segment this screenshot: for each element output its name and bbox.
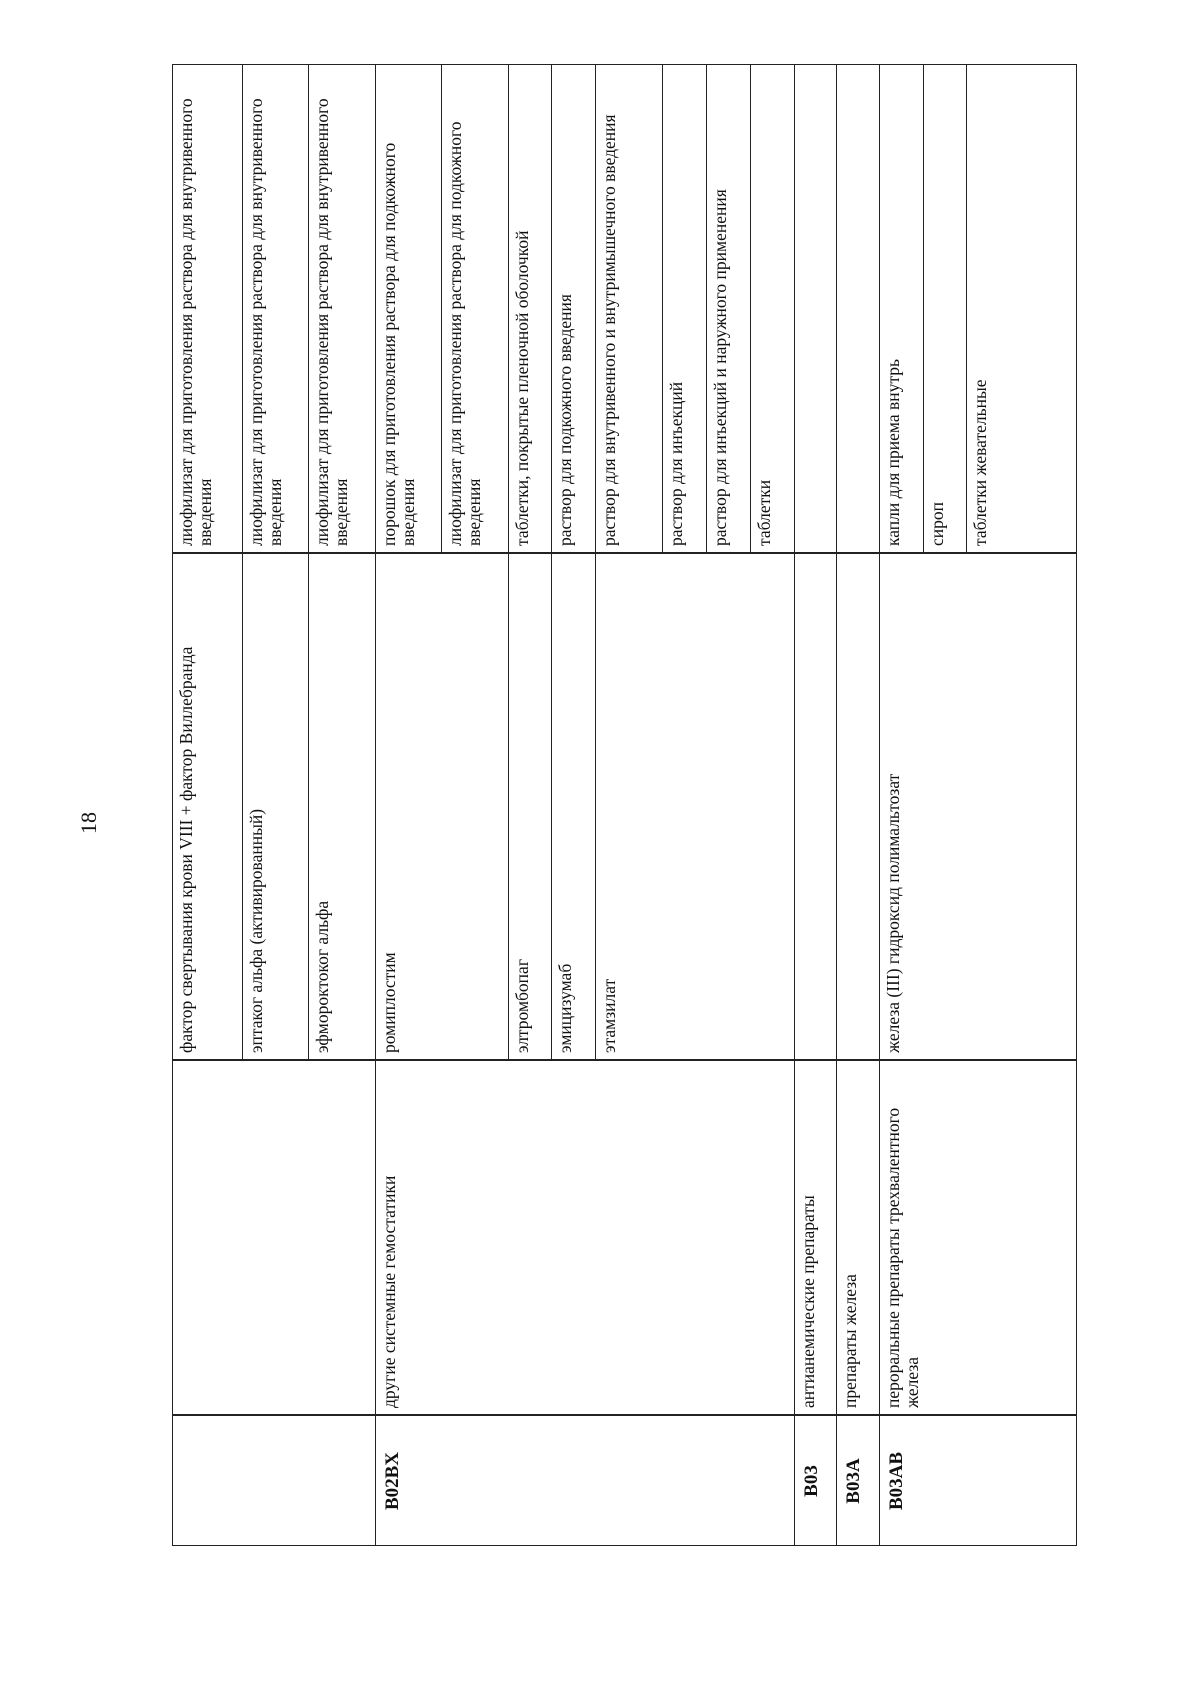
drug-name: эфмороктоког альфа	[312, 900, 332, 1053]
drug-name: фактор свертывания крови VIII + фактор Виллебранда	[176, 646, 196, 1053]
dosage-form: таблетки, покрытые пленочной оболочкой	[512, 230, 532, 546]
atc-code: B03A	[843, 1458, 864, 1504]
dosage-form: лиофилизат для приготовления раствора для подкожного введения	[445, 121, 484, 546]
atc-code: B02BX	[382, 1451, 403, 1511]
atc-code: B03AB	[886, 1451, 907, 1511]
atc-group: другие системные гемостатики	[379, 1175, 399, 1408]
atc-group: антианемические препараты	[798, 1195, 818, 1408]
dosage-form: таблетки жевательные	[970, 379, 990, 546]
drug-name: элтромбопаг	[512, 959, 532, 1053]
table-rotator	[172, 64, 1077, 1546]
dosage-form: раствор для инъекций и наружного применения	[710, 189, 730, 546]
drug-name: эптаког альфа (активированный)	[246, 808, 266, 1053]
atc-group: пероральные препараты трехвалентного железа	[883, 1107, 922, 1408]
drug-name: ромиплостим	[379, 952, 399, 1053]
dosage-form: лиофилизат для приготовления раствора для внутривенного введения	[312, 98, 351, 546]
drug-name: этамзилат	[599, 978, 619, 1053]
atc-group: препараты железа	[840, 1274, 860, 1408]
dosage-form: порошок для приготовления раствора для подкожного введения	[379, 142, 418, 546]
dosage-form: таблетки	[754, 479, 774, 546]
dosage-form: раствор для подкожного введения	[555, 294, 575, 546]
dosage-form: капли для приема внутрь	[883, 359, 903, 546]
drug-name: железа (III) гидроксид полимальтозат	[883, 773, 903, 1053]
page-number: 18	[76, 812, 101, 834]
drug-table	[172, 64, 1077, 1546]
dosage-form: лиофилизат для приготовления раствора для внутривенного введения	[176, 98, 215, 546]
dosage-form: лиофилизат для приготовления раствора для внутривенного введения	[246, 98, 285, 546]
dosage-form: раствор для инъекций	[666, 381, 686, 546]
dosage-form: раствор для внутривенного и внутримышечного введения	[599, 114, 619, 546]
drug-name: эмицизумаб	[555, 963, 575, 1053]
dosage-form: сироп	[927, 502, 947, 546]
atc-code: B03	[801, 1465, 822, 1497]
